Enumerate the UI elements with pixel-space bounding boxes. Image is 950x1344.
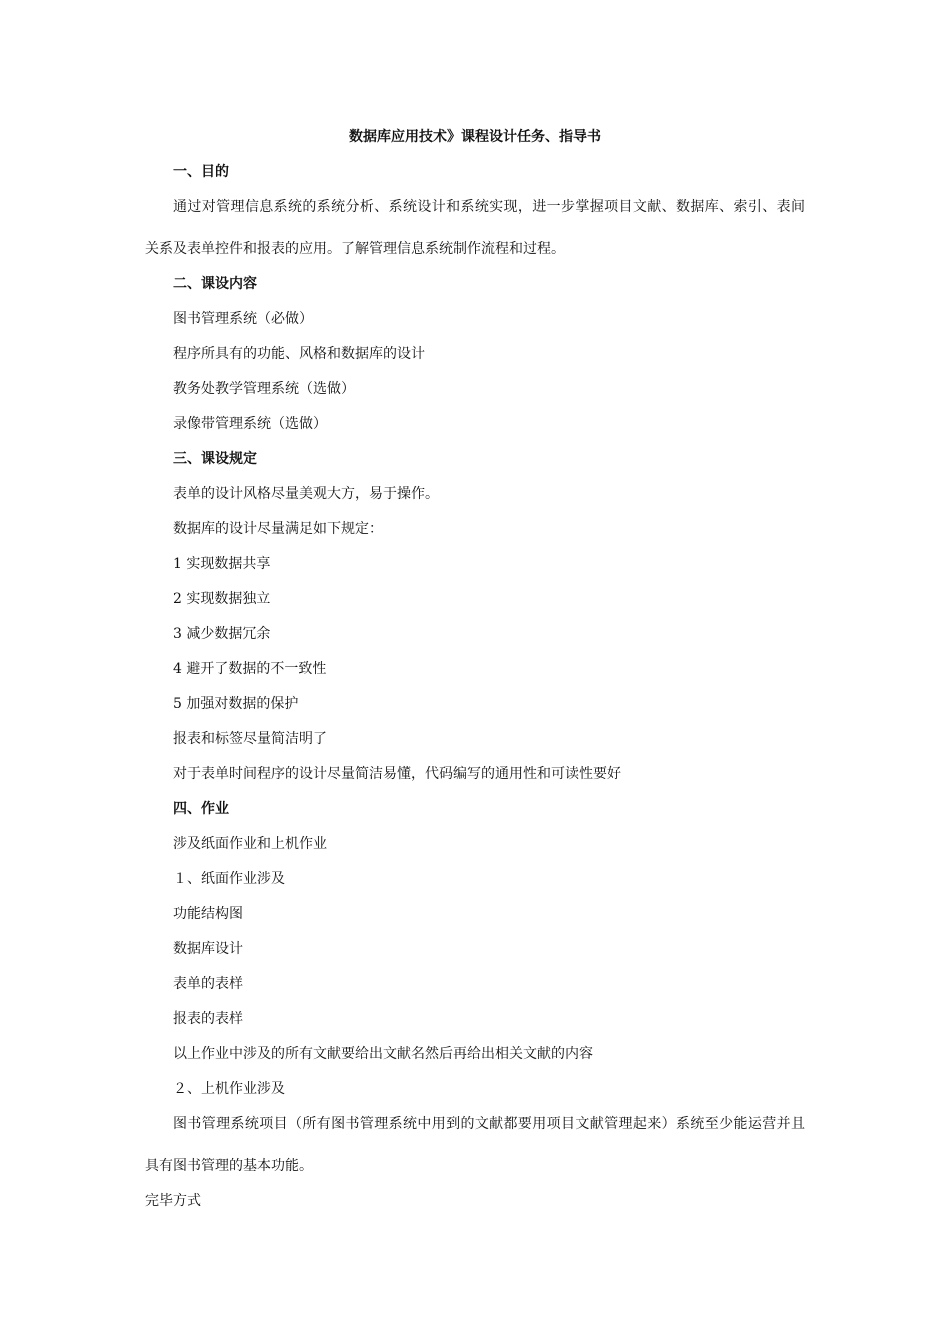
requirement-item: 1 实现数据共享 (173, 556, 271, 572)
section-heading-requirements: 三、课设规定 (173, 451, 257, 467)
requirement-item: 数据库的设计尽量满足如下规定： (173, 521, 383, 537)
completion-method-label: 完毕方式 (145, 1193, 201, 1209)
requirement-item: 2 实现数据独立 (173, 591, 271, 607)
assignment-paragraph-line-1: 图书管理系统项目（所有图书管理系统中用到的文献都要用项目文献管理起来）系统至少能运营并且 (173, 1116, 805, 1132)
content-item: 程序所具有的功能、风格和数据库的设计 (173, 346, 425, 362)
requirement-item: 4 避开了数据的不一致性 (173, 661, 327, 677)
document-title: 数据库应用技术》课程设计任务、指导书 (349, 129, 601, 145)
assignment-item: 以上作业中涉及的所有文献要给出文献名然后再给出相关文献的内容 (173, 1046, 593, 1062)
purpose-paragraph-line-1: 通过对管理信息系统的系统分析、系统设计和系统实现，进一步掌握项目文献、数据库、索引、表间 (173, 199, 805, 215)
content-item: 图书管理系统（必做） (173, 311, 313, 327)
assignment-item: ２、上机作业涉及 (173, 1081, 285, 1097)
assignment-paragraph-line-2: 具有图书管理的基本功能。 (145, 1158, 313, 1174)
section-heading-purpose: 一、目的 (173, 164, 229, 180)
content-item: 教务处教学管理系统（选做） (173, 381, 355, 397)
requirement-item: 3 减少数据冗余 (173, 626, 271, 642)
requirement-item: 5 加强对数据的保护 (173, 696, 299, 712)
assignment-item: 数据库设计 (173, 941, 243, 957)
assignment-item: 功能结构图 (173, 906, 243, 922)
assignment-item: 涉及纸面作业和上机作业 (173, 836, 327, 852)
requirement-item: 对于表单时间程序的设计尽量简洁易懂，代码编写的通用性和可读性要好 (173, 766, 621, 782)
assignment-item: 表单的表样 (173, 976, 243, 992)
section-heading-content: 二、课设内容 (173, 276, 257, 292)
assignment-item: 报表的表样 (173, 1011, 243, 1027)
content-item: 录像带管理系统（选做） (173, 416, 327, 432)
section-heading-assignments: 四、作业 (173, 801, 229, 817)
purpose-paragraph-line-2: 关系及表单控件和报表的应用。了解管理信息系统制作流程和过程。 (145, 241, 565, 257)
requirement-item: 表单的设计风格尽量美观大方，易于操作。 (173, 486, 439, 502)
requirement-item: 报表和标签尽量简洁明了 (173, 731, 327, 747)
assignment-item: １、纸面作业涉及 (173, 871, 285, 887)
